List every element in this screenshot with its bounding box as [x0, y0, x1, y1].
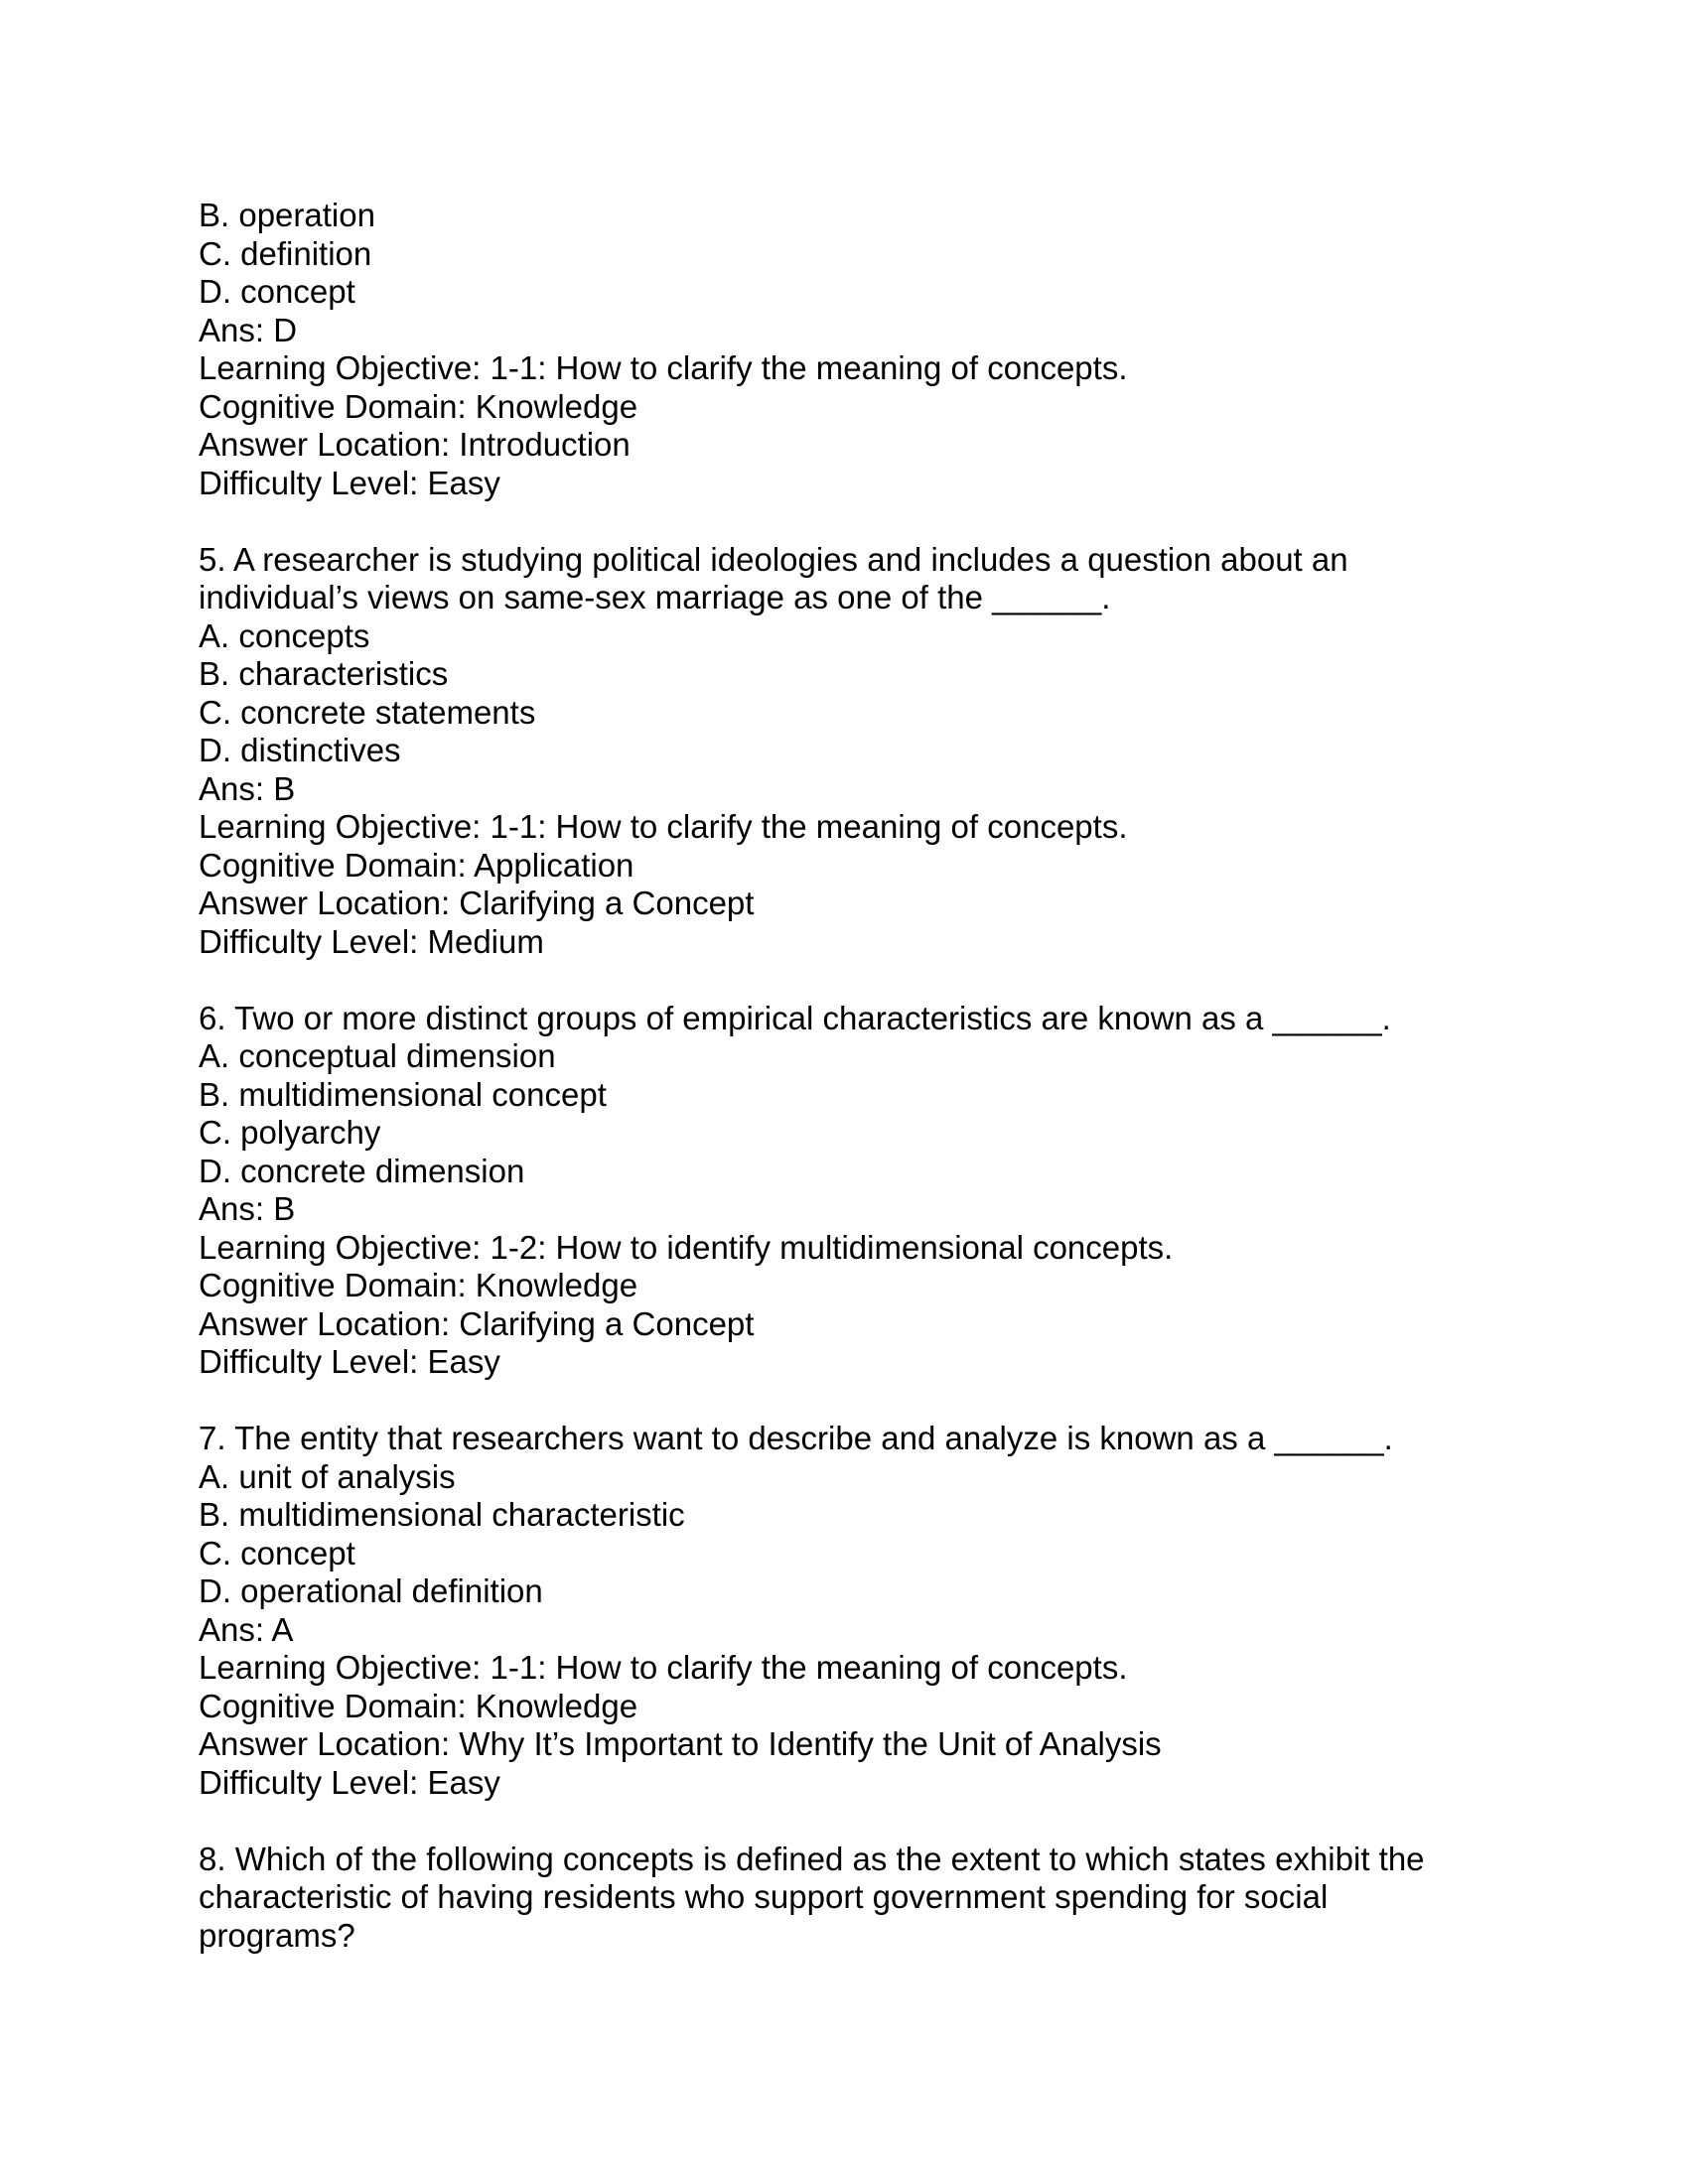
question-text: programs?: [199, 1916, 355, 1954]
choice-c: C. definition: [199, 234, 372, 272]
cognitive-domain: Cognitive Domain: Knowledge: [199, 1267, 638, 1303]
learning-objective: Learning Objective: 1-2: How to identify multidimensional concepts.: [199, 1228, 1174, 1266]
question-text: 5. A researcher is studying political ideologies and includes a question about an: [199, 540, 1348, 578]
choice-d: D. distinctives: [199, 732, 401, 768]
difficulty-level: Difficulty Level: Easy: [199, 1763, 500, 1801]
choice-b: B. characteristics: [199, 655, 449, 692]
learning-objective: Learning Objective: 1-1: How to clarify the meaning of concepts.: [199, 1649, 1128, 1686]
difficulty-level: Difficulty Level: Easy: [199, 1343, 500, 1380]
learning-objective: Learning Objective: 1-1: How to clarify the meaning of concepts.: [199, 349, 1128, 386]
document-page: [199, 197, 1489, 1993]
cognitive-domain: Cognitive Domain: Knowledge: [199, 387, 638, 425]
question-6: [199, 1000, 1489, 1382]
choice-d: D. operational definition: [199, 1572, 543, 1609]
question-8: [199, 1841, 1489, 1956]
cognitive-domain: Cognitive Domain: Application: [199, 846, 634, 884]
cognitive-domain: Cognitive Domain: Knowledge: [199, 1687, 638, 1724]
question-text: 7. The entity that researchers want to describe and analyze is known as a ______.: [199, 1420, 1393, 1456]
answer: Ans: A: [199, 1610, 294, 1648]
difficulty-level: Difficulty Level: Medium: [199, 922, 544, 960]
question-7: [199, 1420, 1489, 1802]
answer: Ans: B: [199, 769, 296, 807]
answer-location: Answer Location: Introduction: [199, 426, 631, 463]
question-5: [199, 541, 1489, 962]
choice-a: A. conceptual dimension: [199, 1037, 556, 1074]
question-text: individual’s views on same-sex marriage as one of the ______.: [199, 579, 1111, 615]
choice-b: B. multidimensional characteristic: [199, 1496, 685, 1533]
question-text: 8. Which of the following concepts is defined as the extent to which states exhibit the: [199, 1840, 1425, 1877]
choice-c: C. concrete statements: [199, 693, 536, 731]
answer-location: Answer Location: Why It’s Important to Identify the Unit of Analysis: [199, 1725, 1162, 1762]
choice-c: C. polyarchy: [199, 1114, 381, 1151]
question-text: characteristic of having residents who support government spending for social: [199, 1878, 1329, 1915]
choice-d: D. concept: [199, 273, 355, 310]
choice-b: B. operation: [199, 197, 375, 233]
choice-a: A. concepts: [199, 616, 370, 654]
learning-objective: Learning Objective: 1-1: How to clarify the meaning of concepts.: [199, 808, 1128, 845]
choice-a: A. unit of analysis: [199, 1457, 456, 1495]
question-text: 6. Two or more distinct groups of empirical characteristics are known as a ______.: [199, 999, 1391, 1036]
choice-c: C. concept: [199, 1534, 355, 1571]
question-4-continued: [199, 197, 1489, 502]
answer: Ans: B: [199, 1190, 296, 1227]
choice-b: B. multidimensional concept: [199, 1075, 607, 1113]
choice-d: D. concrete dimension: [199, 1152, 525, 1189]
answer: Ans: D: [199, 311, 298, 348]
difficulty-level: Difficulty Level: Easy: [199, 464, 500, 501]
answer-location: Answer Location: Clarifying a Concept: [199, 885, 755, 921]
answer-location: Answer Location: Clarifying a Concept: [199, 1304, 755, 1342]
